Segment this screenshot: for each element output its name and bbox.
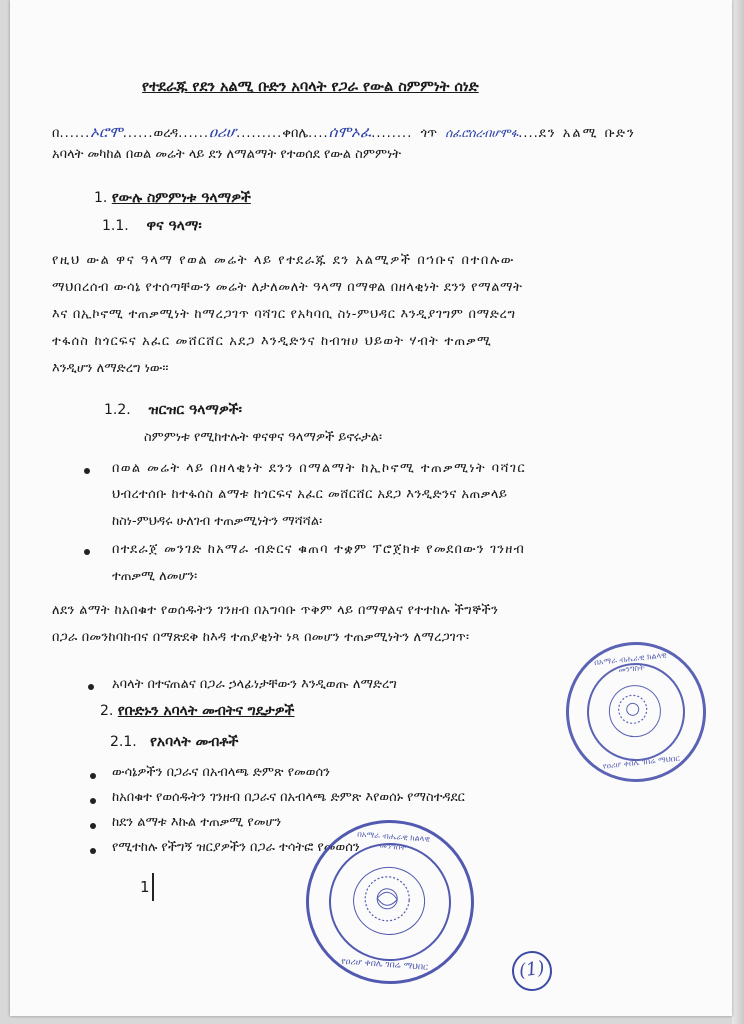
bullet-marker — [90, 848, 96, 854]
bullet-marker — [84, 468, 90, 474]
section-1-2-number: 1.2. — [104, 402, 131, 418]
seal-lower-text: የዐሪሆ ቀበሌ ገበሬ ማህበር — [602, 753, 681, 771]
paragraph-2-line-1: ለደን ልማት ከአበቁተ የወሰዱትን ገንዘብ በአግባቡ ጥቅም ላይ በማዋልና የተተከሉ ችግኞችን — [52, 603, 499, 618]
bullet-c4-text: የሚተከሉ የችግኝ ዝርያዎችን በጋራ ተሳትፎ የመወሰን — [112, 840, 360, 855]
intro-suffix: ደን አልሚ ቡድን — [538, 126, 636, 141]
bullet-a1-line-2: ህብረተሰቡ ከተፋሰስ ልማቱ ከጎርፍና አፈር መሸርሸር አደጋ እንዲድንና አጠቃላይ — [112, 487, 508, 502]
section-2-number: 2. — [100, 703, 114, 719]
paragraph-1-line-3: እና በኢኮኖሚ ተጠቃሚነት ከማረጋገጥ ባሻገር የአካባቢ ስነ-ምህዳር እንዲያገግም በማድረግ — [52, 307, 516, 322]
bullet-c2-text: ከአበቁተ የወሰዱትን ገንዘብ በጋራና በአብላጫ ድምጽ እየወሰኑ የማስተዳደር — [112, 790, 465, 805]
section-2-1-number: 2.1. — [110, 734, 137, 750]
seal-upper-text: በአማራ ብሔራዊ ክልላዊ መንግስት — [593, 650, 668, 675]
section-1-heading — [94, 190, 251, 206]
paragraph-1-line-2: ማህበረሰብ ውሳኔ የተሰጣቸውን መሬት ለታለመለት ዓላማ በማዋል በዘላቂነት ደንን የማልማት — [52, 280, 523, 295]
page-number-bar — [152, 873, 154, 901]
bullet-a1-line-3: ከስነ-ምህዳሩ ሁለገብ ተጠቃሚነትን ማሻሻል፡ — [112, 514, 323, 529]
section-2-1-title: የአባላት መብቶች — [150, 734, 239, 750]
seal-lower-text: የዐሪሆ ቀበሌ ገበሬ ማህበር — [340, 956, 429, 973]
section-1-2-intro: ስምምነቱ የሚከተሉት ዋናዋና ዓላማዎች ይኖሩታል፡ — [144, 430, 383, 445]
section-1-1-heading — [102, 218, 202, 234]
section-1-2-title: ዝርዝር ዓላማዎች፡ — [148, 402, 242, 418]
bullet-c1-text: ውሳኔዎችን በጋራና በአብላጫ ድምጽ የመወሰን — [112, 765, 330, 780]
official-seal-lower — [300, 814, 479, 989]
woreda-field: ዐሪሆ — [208, 123, 237, 141]
kebele-label: ቀበሌ — [282, 126, 309, 141]
paper-edge-shadow — [732, 0, 744, 1024]
intro-line-2: አባላት መካከል በወል መሬት ላይ ደን ለማልማት የተወሰደ የውል ስምምነት — [52, 147, 402, 162]
paragraph-1-line-5: እንዲሆን ለማድረግ ነው፡፡ — [52, 361, 169, 376]
section-2-1-heading — [110, 734, 238, 750]
page-number: 1 — [140, 878, 150, 896]
bullet-c3-text: ከደን ልማቱ እኩል ተጠቃሚ የመሆን — [112, 815, 282, 830]
section-1-1-number: 1.1. — [102, 218, 129, 234]
bullet-marker — [90, 798, 96, 804]
paragraph-1-line-1: የዚህ ውል ዋና ዓላማ የወል መሬት ላይ የተደራጁ ደን አልሚዎች በኀቡና በተበሉው — [52, 253, 515, 268]
bullet-marker — [84, 549, 90, 555]
kebele-field: ሰሞኦፈ — [328, 123, 372, 141]
group-field: ሰፈሮሰረብሆሞፋ — [445, 126, 519, 140]
section-2-title: የቡድኑን አባላት መብትና ግዴታዎች — [117, 703, 295, 719]
section-1-title: የውሉ ስምምነቱ ዓላማዎች — [111, 190, 251, 206]
intro-prefix: በ — [52, 126, 60, 141]
official-seal-upper — [559, 635, 713, 789]
bullet-marker — [90, 823, 96, 829]
bullet-marker — [88, 684, 94, 690]
bullet-a1-line-1: በወል መሬት ላይ በዘላቂነት ደንን በማልማት ከኢኮኖሚ ተጠቃሚነት ባሻገር — [112, 461, 526, 476]
seal-upper-text: በአማራ ብሔራዊ ክልላዊ መንግስት — [356, 829, 431, 852]
intro-line-1: በ......ኦሮሞ......ወረዳ......ዐሪሆ.........ቀበሌ....ሰሞኦፈ........ ጎጥ ሰፈሮሰረብሆሞፋ....ደን አልሚ ቡድን — [52, 123, 636, 141]
bullet-b-text: አባላት በተናጠልና በጋራ ኃላፊነታቸውን እንዲወጡ ለማድረግ — [112, 677, 397, 692]
bullet-a2-line-2: ተጠቃሚ ለመሆን፡ — [112, 569, 198, 584]
handwritten-page-number: (1) — [509, 948, 554, 993]
bullet-a2-line-1: በተደራጀ መንገድ ከአማራ ብድርና ቁጠባ ተቋም ፕሮጀክቱ የመደበውን ገንዘብ — [112, 542, 526, 557]
section-1-2-heading — [104, 402, 242, 418]
section-2-heading — [100, 703, 294, 719]
paragraph-1-line-4: ተፋሰስ ከጎርፍና አፈር መሸርሸር አደጋ እንዲድንና ከብዝሀ ህይወት ሃብት ተጠቃሚ — [52, 334, 493, 349]
woreda-label: ወረዳ — [153, 126, 179, 141]
document-title: የተደራጁ የደን አልሚ ቡድን አባላት የጋራ የውል ስምምነት ሰነድ — [142, 79, 479, 95]
section-1-number: 1. — [94, 190, 108, 206]
region-field: ኦሮሞ — [90, 123, 123, 141]
bullet-marker — [90, 773, 96, 779]
group-label: ጎጥ — [420, 126, 437, 141]
paragraph-2-line-2: በጋራ በመንከባከብና በማጽደቅ ከእዳ ተጠያቂነት ነጻ በመሆን ተጠቃሚነትን ለማረጋገጥ፡ — [52, 630, 470, 645]
section-1-1-title: ዋና ዓላማ፡ — [146, 218, 202, 234]
